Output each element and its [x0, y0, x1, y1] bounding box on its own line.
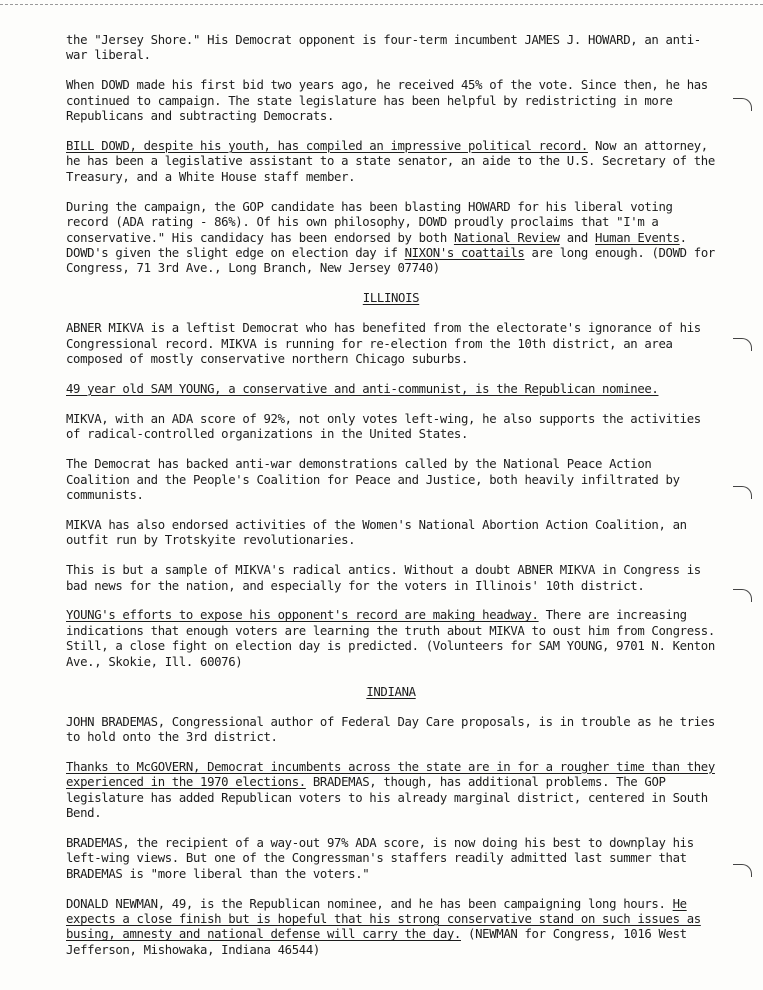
- text-run: BRADEMAS, though, has additional problems. The GOP legislature has added Republican voters to his already marginal district, centered in South Bend.: [66, 775, 708, 821]
- margin-mark: [733, 486, 752, 499]
- text-run: are long enough. (DOWD for Congress, 71 3rd Ave., Long Branch, New Jersey 07740): [66, 245, 715, 276]
- text-run: the "Jersey Shore." His Democrat opponent is four-term incumbent JAMES J. HOWARD, an anti-war liberal.: [66, 33, 701, 63]
- section-heading-text: INDIANA: [366, 684, 416, 699]
- document-body: [66, 33, 716, 973]
- text-run: BRADEMAS, the recipient of a way-out 97% ADA score, is now doing his best to downplay his left-wing views. But one of the Congressman's staffers readily admitted last summer that BRADEMAS is "more liberal than the voters.": [66, 835, 694, 881]
- text-run: During the campaign, the GOP candidate has been blasting HOWARD for his liberal voting record (ADA rating - 86%). Of his own philosophy, DOWD proudly proclaims that "I'm a conservative." His candidacy has been endorsed by both: [66, 199, 673, 245]
- text-run: This is but a sample of MIKVA's radical antics. Without a doubt ABNER MIKVA in Congress is bad news for the nation, and especially for the voters in Illinois' 10th district.: [66, 563, 701, 593]
- paragraph: [66, 139, 716, 185]
- underlined-text: 49 year old SAM YOUNG, a conservative and anti-communist, is the Republican nominee.: [66, 381, 659, 396]
- underlined-text: YOUNG's efforts to expose his opponent's record are making headway.: [66, 608, 539, 623]
- paragraph: [66, 608, 716, 670]
- text-run: When DOWD made his first bid two years ago, he received 45% of the vote. Since then, he has continued to campaign. The state legislature has been helpful by redistricting in more Republicans and subtracting Democrats.: [66, 78, 708, 124]
- paragraph: [66, 457, 716, 503]
- margin-mark: [733, 589, 752, 602]
- section-heading: [66, 685, 716, 700]
- paragraph: [66, 412, 716, 443]
- paragraph: [66, 760, 716, 822]
- text-run: MIKVA, with an ADA score of 92%, not only votes left-wing, he also supports the activities of radical-controlled organizations in the United States.: [66, 411, 701, 442]
- underlined-text: BILL DOWD, despite his youth, has compiled an impressive political record.: [66, 139, 588, 154]
- paragraph: [66, 78, 716, 124]
- text-run: DONALD NEWMAN, 49, is the Republican nominee, and he has been campaigning long hours.: [66, 896, 673, 911]
- paragraph: [66, 563, 716, 594]
- text-run: and: [559, 230, 596, 245]
- paragraph: [66, 836, 716, 882]
- text-run: Now an attorney, he has been a legislative assistant to a state senator, an aide to the U.S. Secretary of the Treasury, and a White House staff member.: [66, 139, 715, 184]
- margin-mark: [733, 338, 752, 351]
- underlined-text: Thanks to McGOVERN, Democrat incumbents across the state are in for a rougher time than they experienced in the 1970 elections.: [66, 759, 715, 790]
- paragraph: [66, 33, 716, 64]
- text-run: There are increasing indications that enough voters are learning the truth about MIKVA to oust him from Congress. Still, a close fight on election day is predicted. (Volunteers for SAM YOUNG, 9701 N. Kenton Ave., Skokie, Ill. 60076): [66, 608, 715, 669]
- paragraph: [66, 200, 716, 277]
- underlined-text: NIXON's coattails: [404, 245, 525, 260]
- paragraph: [66, 715, 716, 746]
- section-heading-text: ILLINOIS: [362, 291, 420, 306]
- paragraph: [66, 518, 716, 549]
- text-run: . DOWD's given the slight edge on election day if: [66, 230, 687, 260]
- margin-mark: [733, 98, 752, 111]
- text-run: MIKVA has also endorsed activities of the Women's National Abortion Action Coalition, an outfit run by Trotskyite revolutionaries.: [66, 517, 687, 548]
- underlined-text: He expects a close finish but is hopeful that his strong conservative stand on such issues as busing, amnesty and national defense will carry the day.: [66, 896, 701, 942]
- underlined-text: National Review: [453, 230, 560, 245]
- underlined-text: Human Events: [595, 230, 680, 245]
- text-run: The Democrat has backed anti-war demonstrations called by the National Peace Action Coalition and the People's Coalition for Peace and Justice, both heavily infiltrated by communists.: [66, 457, 680, 502]
- paragraph: [66, 321, 716, 367]
- section-heading: [66, 291, 716, 306]
- margin-mark: [733, 864, 752, 877]
- paragraph: [66, 382, 716, 397]
- paragraph: [66, 897, 716, 959]
- text-run: (NEWMAN for Congress, 1016 West Jefferson, Mishowaka, Indiana 46544): [66, 927, 687, 957]
- page-top-rule: [0, 4, 763, 5]
- text-run: JOHN BRADEMAS, Congressional author of Federal Day Care proposals, is in trouble as he tries to hold onto the 3rd district.: [66, 714, 715, 744]
- text-run: ABNER MIKVA is a leftist Democrat who has benefited from the electorate's ignorance of his Congressional record. MIKVA is running for re-election from the 10th district, an area composed of mostly conservative northern Chicago suburbs.: [66, 321, 701, 366]
